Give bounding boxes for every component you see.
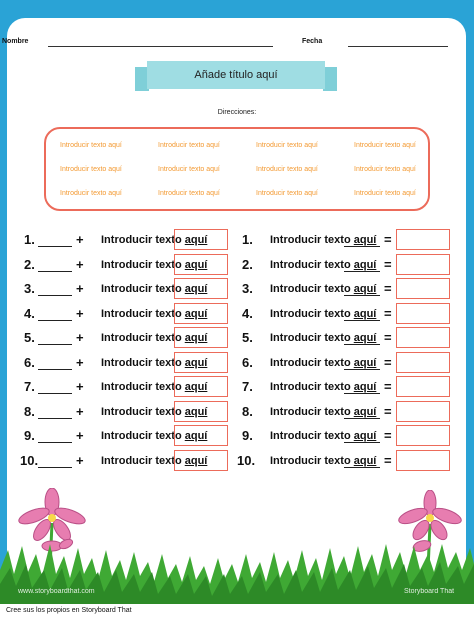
problem-text-main: Introducir texto <box>270 405 351 418</box>
answer-blank <box>344 369 380 370</box>
equals-sign: = <box>384 354 392 370</box>
problem-number: 6. <box>24 354 35 370</box>
problem-text-main: Introducir texto <box>101 430 182 442</box>
date-line <box>348 46 448 47</box>
problem-text <box>270 234 376 246</box>
problem-number: 2. <box>24 256 35 272</box>
problem-number: 8. <box>24 403 35 419</box>
problem-text-aqui: aquí <box>184 234 208 246</box>
footer-credit: Cree sus los propios en Storyboard That <box>6 607 132 614</box>
plus-sign: + <box>76 428 84 443</box>
answer-box[interactable] <box>174 376 228 397</box>
problem-text-aqui: aquí <box>184 405 208 418</box>
equals-sign: = <box>384 379 392 394</box>
answer-blank <box>38 442 72 443</box>
name-label: Nombre <box>2 38 29 45</box>
problem-text-aqui: aquí <box>184 283 208 295</box>
directions-label: Direcciones: <box>217 109 257 116</box>
plus-sign: + <box>76 232 84 247</box>
direction-item: Introducir texto aquí <box>354 166 416 173</box>
problem-text-main: Introducir texto <box>270 258 351 271</box>
answer-blank <box>344 393 380 394</box>
problem-text-main: Introducir texto <box>101 381 182 393</box>
problem-text-aqui: aquí <box>353 234 377 246</box>
problem-number: 10. <box>237 452 256 468</box>
direction-item: Introducir texto aquí <box>158 142 220 149</box>
problem-text-aqui: aquí <box>353 405 377 418</box>
problem-text <box>270 308 376 320</box>
problem-number: 7. <box>24 379 35 394</box>
problem-number: 6. <box>242 354 253 370</box>
direction-item: Introducir texto aquí <box>158 166 220 173</box>
plus-sign: + <box>76 403 84 419</box>
equals-sign: = <box>384 232 392 247</box>
problem-number: 8. <box>242 403 253 419</box>
answer-box[interactable] <box>396 401 450 422</box>
direction-item: Introducir texto aquí <box>354 142 416 149</box>
answer-blank <box>344 271 380 272</box>
problem-text-main: Introducir texto <box>270 283 351 295</box>
problem-text <box>270 455 376 467</box>
equals-sign: = <box>384 256 392 272</box>
watermark-left: www.storyboardthat.com <box>18 588 95 595</box>
answer-box[interactable] <box>174 327 228 348</box>
answer-box[interactable] <box>174 352 228 373</box>
problem-text-aqui: aquí <box>184 381 208 393</box>
problem-text-main: Introducir texto <box>270 234 351 246</box>
problem-text-main: Introducir texto <box>270 454 351 467</box>
problem-text-main: Introducir texto <box>101 258 182 271</box>
answer-box[interactable] <box>396 303 450 324</box>
problem-text-aqui: aquí <box>184 258 208 271</box>
answer-blank <box>344 295 380 296</box>
problem-text-main: Introducir texto <box>270 381 351 393</box>
problem-number: 7. <box>242 379 253 394</box>
problem-number: 10. <box>20 452 39 468</box>
answer-blank <box>38 467 72 468</box>
problem-text-main: Introducir texto <box>101 332 182 344</box>
answer-box[interactable] <box>396 254 450 275</box>
direction-item: Introducir texto aquí <box>256 190 318 197</box>
watermark-right: Storyboard That <box>404 588 455 595</box>
problem-text <box>270 357 376 369</box>
problem-text <box>270 381 376 393</box>
answer-blank <box>38 320 72 321</box>
answer-blank <box>38 246 72 247</box>
problem-number: 4. <box>242 305 253 321</box>
problem-number: 5. <box>242 330 253 345</box>
plus-sign: + <box>76 330 84 345</box>
answer-box[interactable] <box>174 450 228 471</box>
problem-text <box>270 430 376 442</box>
answer-box[interactable] <box>174 278 228 299</box>
problem-text-main: Introducir texto <box>101 234 182 246</box>
problem-text-main: Introducir texto <box>101 283 182 295</box>
problem-number: 2. <box>242 256 253 272</box>
problem-text-aqui: aquí <box>353 356 377 369</box>
answer-box[interactable] <box>396 450 450 471</box>
answer-blank <box>344 442 380 443</box>
answer-blank <box>344 320 380 321</box>
direction-item: Introducir texto aquí <box>60 142 122 149</box>
problem-text-aqui: aquí <box>353 332 377 344</box>
answer-box[interactable] <box>174 425 228 446</box>
problem-text-aqui: aquí <box>353 454 377 467</box>
problem-number: 9. <box>242 428 253 443</box>
problem-number: 3. <box>242 281 253 296</box>
answer-box[interactable] <box>396 352 450 373</box>
name-line <box>48 46 273 47</box>
answer-blank <box>38 418 72 419</box>
direction-item: Introducir texto aquí <box>256 142 318 149</box>
plus-sign: + <box>76 452 84 468</box>
plus-sign: + <box>76 256 84 272</box>
equals-sign: = <box>384 452 392 468</box>
equals-sign: = <box>384 281 392 296</box>
problem-text-main: Introducir texto <box>101 307 182 320</box>
problem-text <box>270 332 376 344</box>
answer-box[interactable] <box>174 229 228 250</box>
problem-text-aqui: aquí <box>184 430 208 442</box>
problem-number: 3. <box>24 281 35 296</box>
equals-sign: = <box>384 330 392 345</box>
equals-sign: = <box>384 305 392 321</box>
problem-text <box>270 259 376 271</box>
problem-text-aqui: aquí <box>353 430 377 442</box>
direction-item: Introducir texto aquí <box>158 190 220 197</box>
problem-text-aqui: aquí <box>184 356 208 369</box>
problem-text-main: Introducir texto <box>270 307 351 320</box>
ribbon-tail-right <box>323 67 337 91</box>
answer-blank <box>38 369 72 370</box>
problem-number: 1. <box>242 232 253 247</box>
direction-item: Introducir texto aquí <box>256 166 318 173</box>
answer-box[interactable] <box>396 327 450 348</box>
direction-item: Introducir texto aquí <box>60 166 122 173</box>
problem-number: 5. <box>24 330 35 345</box>
answer-blank <box>38 344 72 345</box>
problem-number: 9. <box>24 428 35 443</box>
answer-blank <box>344 344 380 345</box>
direction-item: Introducir texto aquí <box>60 190 122 197</box>
plus-sign: + <box>76 354 84 370</box>
problem-text <box>270 406 376 418</box>
problem-text-aqui: aquí <box>353 381 377 393</box>
answer-box[interactable] <box>174 303 228 324</box>
plus-sign: + <box>76 305 84 321</box>
problem-text-aqui: aquí <box>184 454 208 467</box>
answer-box[interactable] <box>396 229 450 250</box>
plus-sign: + <box>76 281 84 296</box>
answer-blank <box>38 271 72 272</box>
problem-text-aqui: aquí <box>353 283 377 295</box>
answer-box[interactable] <box>396 376 450 397</box>
problem-text-main: Introducir texto <box>101 405 182 418</box>
page-title: Añade título aquí <box>194 69 278 81</box>
problem-text <box>270 283 376 295</box>
problem-text-main: Introducir texto <box>101 454 182 467</box>
problem-text-main: Introducir texto <box>270 430 351 442</box>
direction-item: Introducir texto aquí <box>354 190 416 197</box>
problem-text-aqui: aquí <box>184 307 208 320</box>
problem-number: 1. <box>24 232 35 247</box>
problem-text-aqui: aquí <box>184 332 208 344</box>
problem-text-main: Introducir texto <box>270 332 351 344</box>
answer-blank <box>344 467 380 468</box>
equals-sign: = <box>384 403 392 419</box>
answer-box[interactable] <box>174 254 228 275</box>
problem-text-aqui: aquí <box>353 258 377 271</box>
answer-blank <box>38 295 72 296</box>
answer-blank <box>344 246 380 247</box>
plus-sign: + <box>76 379 84 394</box>
answer-box[interactable] <box>396 278 450 299</box>
equals-sign: = <box>384 428 392 443</box>
answer-box[interactable] <box>396 425 450 446</box>
answer-blank <box>344 418 380 419</box>
problem-text-aqui: aquí <box>353 307 377 320</box>
problem-number: 4. <box>24 305 35 321</box>
date-label: Fecha <box>302 38 323 45</box>
problem-text-main: Introducir texto <box>101 356 182 369</box>
answer-box[interactable] <box>174 401 228 422</box>
title-ribbon <box>147 61 325 89</box>
problem-text-main: Introducir texto <box>270 356 351 369</box>
answer-blank <box>38 393 72 394</box>
